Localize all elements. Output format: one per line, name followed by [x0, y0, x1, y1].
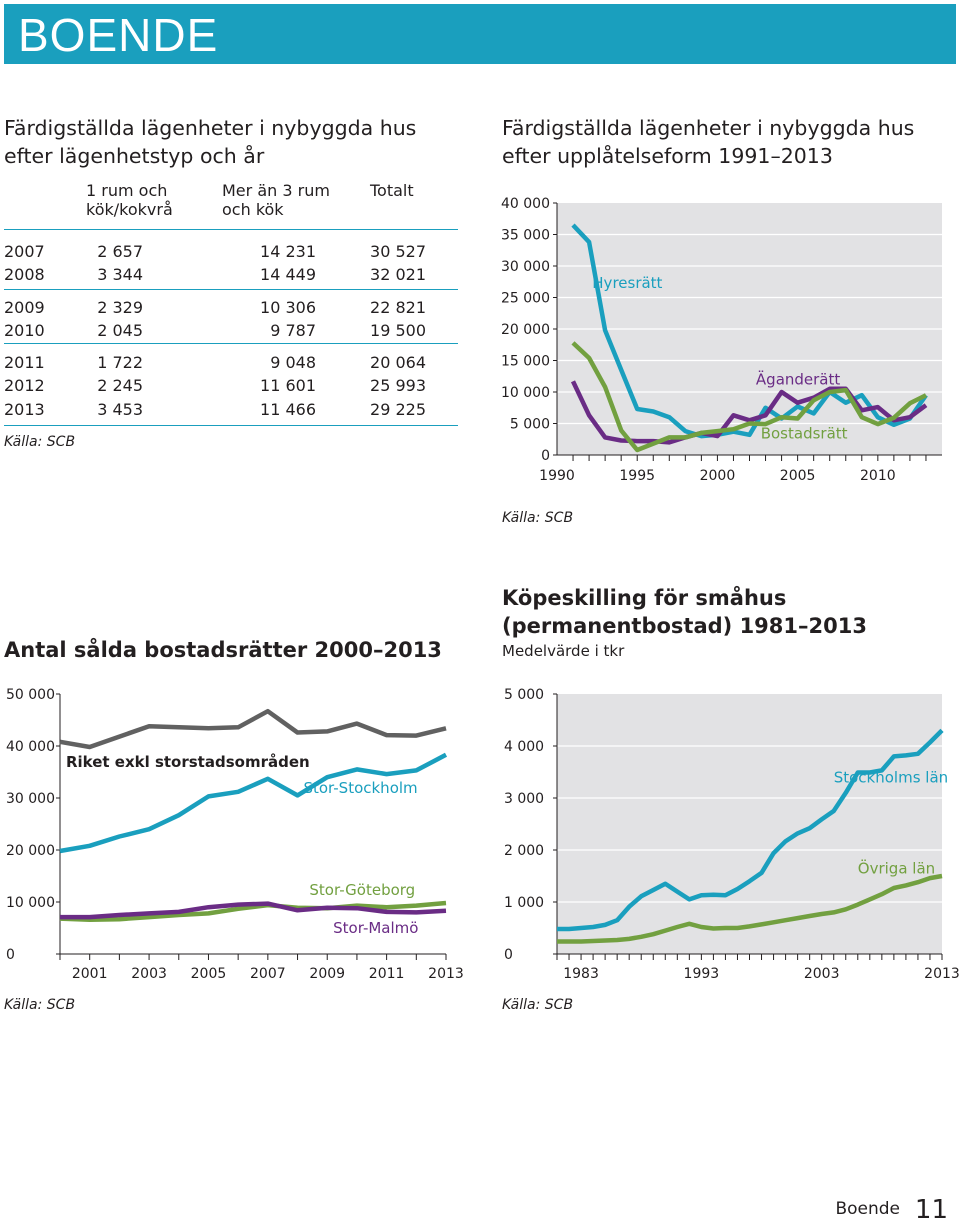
y-tick-label: 5 000 [504, 687, 545, 703]
table-divider [4, 425, 458, 426]
table-cell-year: 2009 [4, 298, 45, 317]
y-tick-label: 40 000 [501, 196, 550, 212]
table-cell-total: 25 993 [370, 376, 426, 395]
y-tick-label: 15 000 [501, 353, 550, 370]
y-tick-label: 4 000 [504, 739, 545, 755]
table-cell-total: 30 527 [370, 242, 426, 261]
x-tick-label: 2000 [699, 468, 736, 484]
x-tick-label: 1983 [563, 966, 599, 982]
table-cell-small: 2 045 [97, 321, 143, 340]
x-tick-label: 2001 [71, 966, 108, 982]
table-cell-large: 14 449 [260, 265, 316, 284]
table-cell-total: 20 064 [370, 353, 426, 372]
y-tick-label: 5 000 [509, 416, 550, 433]
x-tick-label: 1995 [619, 468, 656, 484]
table-title: Färdigställda lägenheter i nybyggda hus efter lägenhetstyp och år [4, 116, 417, 168]
series-label: Stor-Göteborg [309, 881, 416, 900]
table-divider [4, 343, 458, 344]
table-cell-year: 2007 [4, 242, 45, 261]
x-tick-label: 2003 [803, 966, 840, 982]
table-cell-large: 11 466 [260, 400, 316, 419]
x-tick-label: 2005 [779, 468, 816, 484]
y-tick-label: 0 [504, 947, 513, 963]
x-tick-label: 1993 [683, 966, 720, 982]
chart1-source: Källa: SCB [502, 510, 574, 526]
y-tick-label: 2 000 [504, 843, 545, 859]
table-header-large: Mer än 3 rum och kök [222, 181, 330, 219]
table-cell-small: 1 722 [97, 353, 143, 372]
x-tick-label: 2013 [924, 966, 960, 982]
series-label: Hyresrätt [592, 274, 663, 293]
plot-background [557, 694, 942, 954]
table-cell-large: 11 601 [260, 376, 316, 395]
chart2-source: Källa: SCB [4, 997, 76, 1013]
table-header-small: 1 rum och kök/kokvrå [86, 181, 173, 219]
x-tick-label: 1990 [539, 468, 575, 484]
table-cell-large: 14 231 [260, 242, 316, 261]
table-source: Källa: SCB [4, 434, 76, 450]
table-cell-year: 2011 [4, 353, 45, 372]
x-tick-label: 2011 [368, 966, 405, 982]
section-title: BOENDE [18, 9, 219, 61]
page-number: 11 [914, 1195, 948, 1225]
table-cell-small: 2 245 [97, 376, 143, 395]
chart3-title: Köpeskilling för småhus (permanentbostad) 1981–2013 [502, 586, 867, 638]
y-tick-label: 10 000 [6, 895, 55, 911]
chart3-subtitle: Medelvärde i tkr [502, 642, 625, 660]
table-cell-small: 3 344 [97, 265, 143, 284]
table-cell-large: 9 048 [270, 353, 316, 372]
table-divider [4, 289, 458, 290]
chart2-svg [0, 680, 464, 982]
section-banner [4, 4, 956, 64]
x-tick-label: 2010 [860, 468, 896, 484]
y-tick-label: 3 000 [504, 791, 545, 807]
table-cell-total: 19 500 [370, 321, 426, 340]
series-label: Stockholms län [833, 768, 949, 787]
series-label: Riket exkl storstadsområden [65, 752, 310, 771]
table-cell-total: 32 021 [370, 265, 426, 284]
chart1-title: Färdigställda lägenheter i nybyggda hus efter upplåtelseform 1991–2013 [502, 116, 915, 168]
table-cell-year: 2013 [4, 400, 45, 419]
table-cell-total: 29 225 [370, 400, 426, 419]
y-tick-label: 10 000 [501, 385, 550, 401]
y-tick-label: 35 000 [501, 227, 550, 244]
table-cell-small: 2 329 [97, 298, 143, 317]
chart1-svg [496, 190, 956, 490]
y-tick-label: 30 000 [501, 259, 550, 275]
y-tick-label: 0 [6, 947, 15, 963]
series-label: Övriga län [857, 859, 936, 878]
y-tick-label: 20 000 [6, 843, 55, 859]
series-label: Stor-Stockholm [303, 778, 418, 797]
series-label: Äganderätt [755, 370, 841, 389]
x-tick-label: 2007 [250, 966, 286, 982]
y-tick-label: 1 000 [504, 895, 545, 911]
table-cell-total: 22 821 [370, 298, 426, 317]
y-tick-label: 0 [541, 448, 550, 464]
y-tick-label: 20 000 [501, 322, 550, 338]
x-tick-label: 2009 [309, 966, 346, 982]
y-tick-label: 40 000 [6, 739, 55, 755]
table-cell-large: 10 306 [260, 298, 316, 317]
y-tick-label: 25 000 [501, 290, 550, 307]
table-cell-year: 2012 [4, 376, 45, 395]
table-cell-small: 2 657 [97, 242, 143, 261]
table-cell-year: 2008 [4, 265, 45, 284]
x-tick-label: 2003 [131, 966, 167, 982]
table-divider [4, 229, 458, 230]
table-header-total: Totalt [370, 181, 414, 200]
x-tick-label: 2013 [428, 966, 464, 982]
chart3-svg [496, 680, 960, 982]
footer-label: Boende [835, 1199, 900, 1219]
table-cell-small: 3 453 [97, 400, 143, 419]
table-cell-year: 2010 [4, 321, 45, 340]
table-cell-large: 9 787 [270, 321, 316, 340]
x-tick-label: 2005 [190, 966, 227, 982]
y-tick-label: 30 000 [6, 791, 55, 807]
chart2-title: Antal sålda bostadsrätter 2000–2013 [4, 638, 442, 662]
series-label: Bostadsrätt [760, 424, 848, 443]
series-label: Stor-Malmö [333, 919, 419, 938]
chart3-source: Källa: SCB [502, 997, 574, 1013]
y-tick-label: 50 000 [6, 687, 55, 703]
series-line [60, 711, 446, 747]
